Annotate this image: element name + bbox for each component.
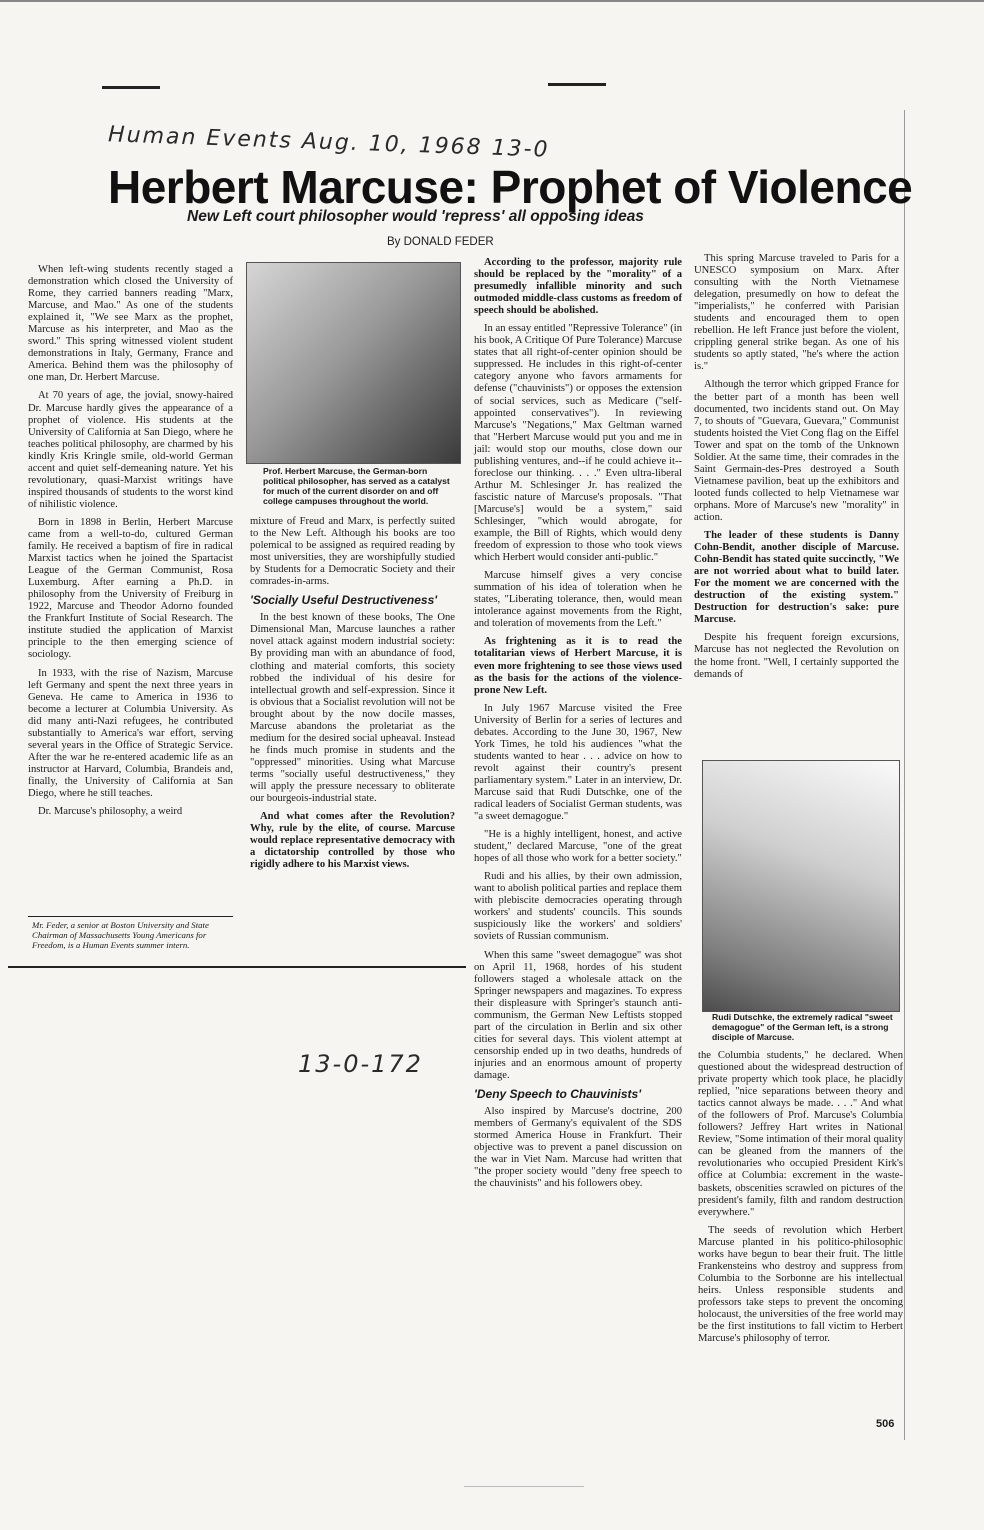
handwritten-file-number: 13-0-172 [298,1050,423,1078]
paragraph: Also inspired by Marcuse's doctrine, 200 members of Germany's equivalent of the SDS stormed America House in Frankfurt. Their objective was to prevent a panel discussion on the war in Viet Nam. Marcuse had written that "the proper society would "deny free speech to the chauvinists" and his followers obey. [474,1106,682,1190]
paragraph: Marcuse himself gives a very concise summation of his idea of toleration when he states, "Liberating tolerance, then, would mean intolerance against movements from the Right, and toleration of movements from the Left." [474,570,682,630]
dutschke-photo-caption: Rudi Dutschke, the extremely radical "sweet demagogue" of the German left, is a strong disciple of Marcuse. [712,1012,893,1042]
paragraph: Born in 1898 in Berlin, Herbert Marcuse came from a well-to-do, cultured German family. He received a baptism of fire in radical Marxist tactics when he joined the Spartacist League of the German Communist, Rosa Luxemburg. After earning a Ph.D. in philosophy from the University of Freiburg in 1922, Marcuse and Theodor Adorno founded the Frankfurt Institute of Social Research. The institute studied the application of Marxist principle to the then emerging science of sociology. [28,516,233,661]
marcuse-photo [246,262,461,464]
paragraph: In 1933, with the rise of Nazism, Marcuse left Germany and spent the next three years in Geneva. He came to America in 1936 to become a lecturer at Columbia University. As did many anti-Nazi refugees, he contributed substantially to America's war effort, serving several years in the Office of Strategic Service. After the war he re-entered academic life as an instructor at Harvard, Columbia, Brandeis and, finally, the University of California at San Diego, where he still teaches. [28,667,233,799]
paragraph: When this same "sweet demagogue" was shot on April 11, 1968, hordes of his student followers staged a wholesale attack on the Springer newspapers and magazines. To express their displeasure with Springer's staunch anti-communism, the German New Leftists stopped part of the circulation in Berlin and six other cities for several days. This violent attempt at censorship ended up in two deaths, hundreds of injuries and an enormous amount of property damage. [474,949,682,1081]
paragraph: In an essay entitled "Repressive Tolerance" (in his book, A Critique Of Pure Tolerance) Marcuse states that all right-of-center opinion should be suppressed. He includes in this right-of-center category anyone who favors armaments for defense ("chauvinists") or opposes the extension of social services, such as Medicare ("self-appointed conservatives"). In reviewing Marcuse's "Negations," Max Geltman warned that "Herbert Marcuse would put you and me in jail: would stop our mouths, close down our publishing ventures, and--if he could achieve it--foreclose our thinking. . . ." Even ultra-liberal Arthur M. Schlesinger Jr. has realized the fascistic nature of Marcuse's proposals. "That [Marcuse's] would be a system," said Schlesinger, "which would abrogate, for example, the Bill of Rights, which would deny freedom of expression to those who took views which Herbert would consider anti-public." [474,323,682,564]
author-note-divider [28,916,233,917]
paragraph: The leader of these students is Danny Cohn-Bendit, another disciple of Marcuse. Cohn-Bendit has stated quite succinctly, "We are not worried about what to build later. For the moment we are concerned with the destruction of the existing system." Destruction for destruction's sake: pure Marcuse. [694,530,899,626]
paragraph: As frightening as it is to read the totalitarian views of Herbert Marcuse, it is even more frightening to see those views used as the basis for the actions of the violence-prone New Left. [474,636,682,696]
paragraph: And what comes after the Revolution? Why, rule by the elite, of course. Marcuse would replace representative democracy with a dictatorship controlled by those who rigidly adhere to his Marxist views. [250,811,455,871]
handwritten-publication-note: Human Events Aug. 10, 1968 13-0 [107,122,550,163]
paragraph: "He is a highly intelligent, honest, and active student," declared Marcuse, "one of the great hopes of all those who work for a better society." [474,829,682,865]
dutschke-photo [702,760,900,1012]
column-3 [474,257,682,1196]
column-4 [694,253,899,687]
paragraph: According to the professor, majority rule should be replaced by the "morality" of a presumedly infallible minority and such outmoded middle-class customs as freedom of speech should be abolished. [474,257,682,317]
scan-mark-right [548,83,606,86]
paragraph: At 70 years of age, the jovial, snowy-haired Dr. Marcuse hardly gives the appearance of a prophet of violence. His students at the University of California at San Diego, where he teaches political philosophy, are charmed by his kindly Kris Kringle smile, old-world German accent and quiet self-demeaning nature. Yet his revolutionary, quasi-Marxist writings have inspired thousands of students to the worst kind of nihilistic violence. [28,390,233,510]
paragraph: mixture of Freud and Marx, is perfectly suited to the New Left. Although his books are too polemical to be assigned as required reading by most universities, they are worshipfully studied by Students for a Democratic Society and their comrades-in-arms. [250,516,455,588]
column-4-continued [698,1050,903,1351]
paragraph: In July 1967 Marcuse visited the Free University of Berlin for a series of lectures and debates. According to the June 30, 1967, New York Times, he told his audiences "what the students wanted to hear . . . advice on how to revolt against their country's present parliamentary system." Later in an interview, Dr. Marcuse said that Rudi Dutschke, one of the radical leaders of Socialist German students, was "a sweet demagogue." [474,702,682,823]
paragraph: This spring Marcuse traveled to Paris for a UNESCO symposium on Marx. After consulting with the North Vietnamese delegation, presumedly on how to defeat the "imperialists," he conferred with Parisian students and encouraged them to open rebellion. He left France just before the violent, crippling general strike began. As one of his students so aptly stated, "he's where the action is." [694,253,899,373]
paragraph: The seeds of revolution which Herbert Marcuse planted in his politico-philosophic works have begun to bear their fruit. The little Frankensteins who destroy and suppress from Columbia to the Sorbonne are his intellectual heirs. Unless responsible students and professors take steps to prevent the oncoming holocaust, the universities of the free world may be the first institutions to fall victim to Herbert Marcuse's philosophy of terror. [698,1224,903,1345]
byline: By DONALD FEDER [387,236,494,248]
paragraph: Dr. Marcuse's philosophy, a weird [38,806,183,818]
column-2 [250,516,455,877]
subheadline: New Left court philosopher would 'repress' all opposing ideas [187,208,644,225]
marcuse-photo-caption: Prof. Herbert Marcuse, the German-born political philosopher, has served as a catalyst for much of the current disorder on and off college campuses throughout the world. [263,466,450,506]
column-1 [28,264,233,824]
author-note: Mr. Feder, a senior at Boston University and State Chairman of Massachusetts Young Americans for Freedom, is a Human Events summer intern. [32,920,209,950]
paragraph: the Columbia students," he declared. When questioned about the widespread destruction of private property which took place, he placidly replied, "nice separations between theory and tactics cannot always be made. . . ." And what of the followers of Prof. Marcuse's Columbia followers? Jeffrey Hart writes in National Review, "Some intimation of their moral quality can be gleaned from the manners of the revolutionaries who occupied President Kirk's office at Columbia: excrement in the waste-baskets, obscenities scrawled on pictures of the president's family, filth and random destruction everywhere." [698,1050,903,1218]
section-heading-chauvinists: 'Deny Speech to Chauvinists' [474,1087,642,1102]
paragraph: In the best known of these books, The One Dimensional Man, Marcuse launches a rather novel attack against modern industrial society: By providing man with an abundance of food, clothing and material comforts, this society robbed the individual of his desire for intellectual growth and self-expression. Since it is obvious that a Socialist revolution will not be brought about by the now docile masses, Marcuse abandons the proletariat as the medium for the desired social upheaval. Instead he finds much promise in students and the "oppressed" minorities. Using what Marcuse terms "socially useful destructiveness," they will apply the pressure necessary to obliterate our bourgeois-industrial state. [250,612,455,805]
footer-scan-mark [464,1486,584,1487]
page-number: 506 [876,1418,895,1430]
paragraph: Despite his frequent foreign excursions, Marcuse has not neglected the Revolution on the home front. "Well, I certainly supported the demands of [694,632,899,680]
headline: Herbert Marcuse: Prophet of Violence [108,161,913,213]
bottom-rule [8,966,466,968]
top-edge-line [0,0,984,2]
section-heading-destructiveness: 'Socially Useful Destructiveness' [250,593,438,608]
right-edge-line [904,110,905,1440]
paragraph: Rudi and his allies, by their own admission, want to abolish political parties and replace them with plebiscite democracies operating through workers' and students' councils. This sounds suspiciously like the workers' and soldiers' soviets of Russian communism. [474,871,682,943]
paragraph: When left-wing students recently staged a demonstration which closed the University of Rome, they carried banners reading "Marx, Marcuse, and Mao." As one of the students explained it, "We see Marx as the prophet, Marcuse as his interpreter, and Mao as the sword." This spring witnessed violent student demonstrations in Italy, Germany, France and America. Behind them was the philosophy of one man, Dr. Herbert Marcuse. [28,264,233,384]
scan-mark-left [102,86,160,89]
paragraph: Although the terror which gripped France for the better part of a month has been well documented, two incidents stand out. On May 7, to shouts of "Guevara, Guevara," Communist students hoisted the Viet Cong flag on the Eiffel Tower and spat on the tomb of the Unknown Soldier. At the same time, their comrades in the Saint Germain-des-Pres destroyed a South Vietnamese pavilion, beat up the exhibitors and looted funds collected to help Vietnamese war orphans. More of Marcuse's new "morality" in action. [694,379,899,523]
